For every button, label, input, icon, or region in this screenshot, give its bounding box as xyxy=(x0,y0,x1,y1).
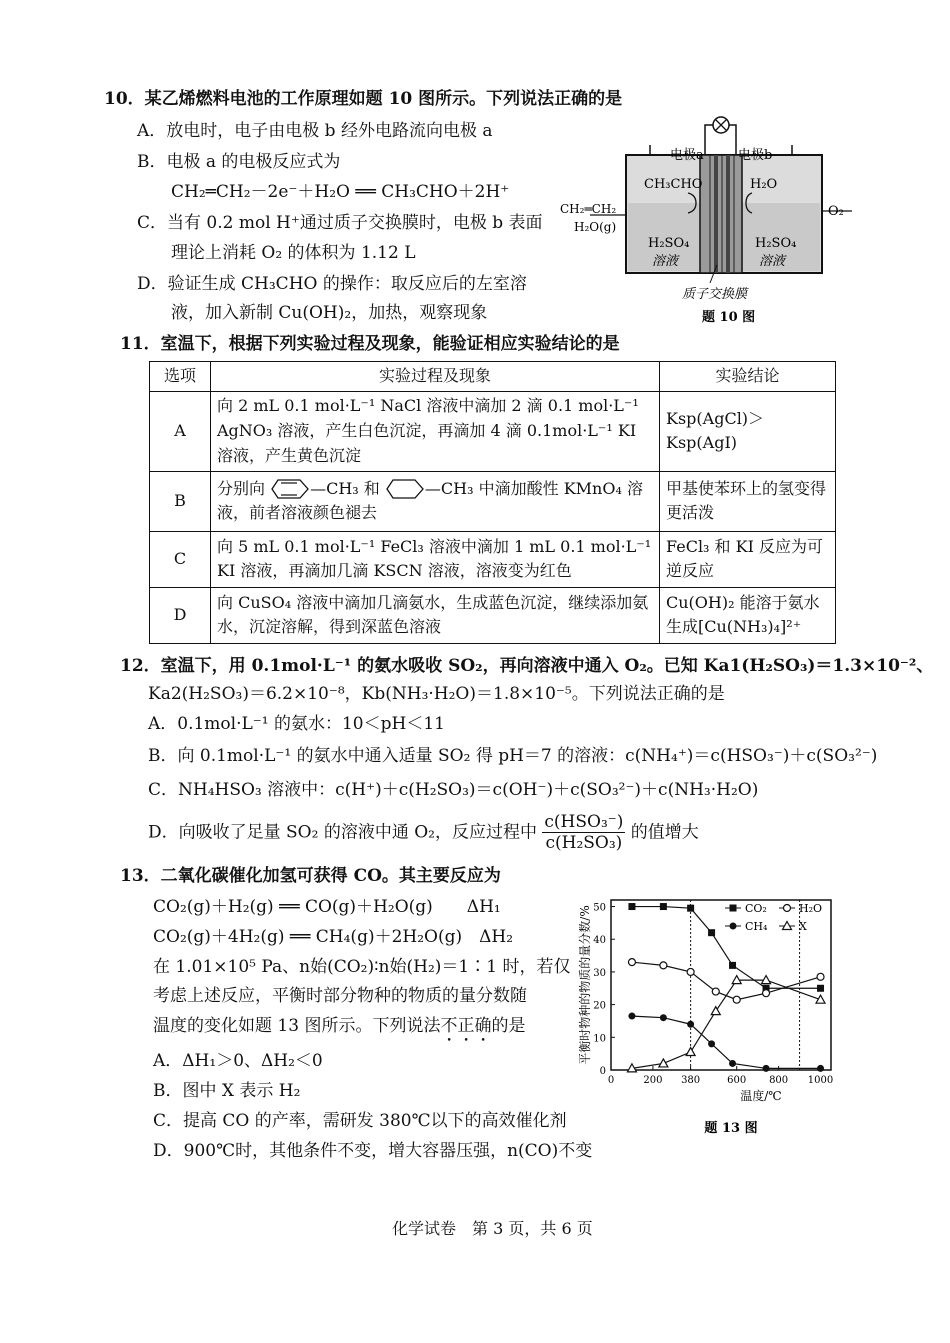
y-tick-label: 10 xyxy=(593,1033,606,1045)
q12-option-b: B．向 0.1mol·L⁻¹ 的氨水中通入适量 SO₂ 得 pH＝7 的溶液：c(NH₄⁺)＝c(HSO₃⁻)＋c(SO₃²⁻) xyxy=(148,746,878,766)
q13-option-a: A．ΔH₁＞0、ΔH₂＜0 xyxy=(153,1051,323,1071)
q12-option-c: C．NH₄HSO₃ 溶液中：c(H⁺)＋c(H₂SO₃)＝c(OH⁻)＋c(SO₃²⁻)＋c(NH₃·H₂O) xyxy=(148,780,759,800)
cyclohexane-ring-icon xyxy=(385,478,425,500)
data-point xyxy=(660,962,667,969)
q10-option-b: B．电极 a 的电极反应式为 xyxy=(137,152,341,172)
q10-option-c: C．当有 0.2 mol H⁺通过质子交换膜时，电极 b 表面 xyxy=(137,213,543,233)
row-a-procedure: 向 2 mL 0.1 mol·L⁻¹ NaCl 溶液中滴加 2 滴 0.1 mol·L⁻¹ AgNO₃ 溶液，产生白色沉淀，再滴加 4 滴 0.1mol·L⁻¹ KI 溶液，产生黄色沉淀 xyxy=(211,391,660,471)
y-tick-label: 20 xyxy=(593,1000,606,1012)
data-point xyxy=(660,1014,667,1021)
fraction-denominator: c(H₂SO₃) xyxy=(545,833,623,854)
x-tick-label: 1000 xyxy=(807,1075,834,1086)
q13-reaction-1: CO₂(g)＋H₂(g) ══ CO(g)＋H₂O(g) ΔH₁ xyxy=(153,897,501,917)
data-point xyxy=(628,903,635,910)
header-conclusion: 实验结论 xyxy=(660,362,836,392)
data-point xyxy=(708,929,715,936)
q12-option-a: A．0.1mol·L⁻¹ 的氨水：10＜pH＜11 xyxy=(148,714,445,734)
row-c-conclusion: FeCl₃ 和 KI 反应为可逆反应 xyxy=(660,531,836,587)
q12-option-d-pre: D．向吸收了足量 SO₂ 的溶液中通 O₂，反应过程中 xyxy=(148,822,537,843)
table-row xyxy=(150,587,836,643)
membrane-label: 质子交换膜 xyxy=(682,287,748,302)
row-b-conclusion: 甲基使苯环上的氢变得更活泼 xyxy=(660,471,836,531)
row-b-proc-pre: 分别向 xyxy=(217,478,266,498)
table-row xyxy=(150,531,836,587)
row-d-option: D xyxy=(150,587,211,643)
q12-option-d xyxy=(148,812,699,854)
header-option: 选项 xyxy=(150,362,211,392)
series-line-2 xyxy=(632,1016,821,1068)
fig13-chart xyxy=(575,882,845,1147)
q10-option-a: A．放电时，电子由电极 b 经外电路流向电极 a xyxy=(137,121,493,141)
q10-option-d: D．验证生成 CH₃CHO 的操作：取反应后的左室溶 xyxy=(137,274,527,294)
q13-question-pre: 温度的变化如题 13 图所示。下列说法 xyxy=(153,1016,441,1036)
q13-reaction-2: CO₂(g)＋4H₂(g) ══ CH₄(g)＋2H₂O(g) ΔH₂ xyxy=(153,927,514,947)
legend-label: X xyxy=(799,920,807,933)
q11-table-header xyxy=(150,362,836,392)
y-tick-label: 50 xyxy=(593,902,606,914)
data-point xyxy=(817,973,824,980)
x-tick-label: 800 xyxy=(769,1075,789,1086)
legend-label: CH₄ xyxy=(745,920,768,933)
q11-stem: 11．室温下，根据下列实验过程及现象，能验证相应实验结论的是 xyxy=(120,334,620,354)
row-d-procedure: 向 CuSO₄ 溶液中滴加几滴氨水，生成蓝色沉淀，继续添加氨水，沉淀溶解，得到深蓝色溶液 xyxy=(211,587,660,643)
x-tick-label: 380 xyxy=(681,1075,701,1086)
row-a-option: A xyxy=(150,391,211,471)
plot-frame xyxy=(611,900,831,1070)
row-b-proc-mid2: —CH₃ 中滴加酸性 KMnO₄ 溶 xyxy=(424,478,643,498)
q12-option-d-post: 的值增大 xyxy=(630,822,699,843)
q12-stem: 12．室温下，用 0.1mol·L⁻¹ 的氨水吸收 SO₂，再向溶液中通入 O₂。已知 Ka1(H₂SO₃)＝1.3×10⁻²、 xyxy=(120,656,934,676)
q13-question-post: 的是 xyxy=(491,1016,526,1036)
data-point xyxy=(817,985,824,992)
q12-stem-cont: Ka2(H₂SO₃)＝6.2×10⁻⁸，Kb(NH₃·H₂O)＝1.8×10⁻⁵。下列说法正确的是 xyxy=(148,684,725,704)
h2so4-left-label: H₂SO₄ xyxy=(648,236,690,251)
data-point xyxy=(763,1065,770,1072)
q10-option-b-equation: CH₂═CH₂－2e⁻＋H₂O ══ CH₃CHO＋2H⁺ xyxy=(171,182,510,202)
data-point xyxy=(708,1040,715,1047)
row-c-procedure: 向 5 mL 0.1 mol·L⁻¹ FeCl₃ 溶液中滴加 1 mL 0.1 mol·L⁻¹ KI 溶液，再滴加几滴 KSCN 溶液，溶液变为红色 xyxy=(211,531,660,587)
page-footer: 化学试卷 第 3 页，共 6 页 xyxy=(392,1219,593,1238)
solution-left-label: 溶液 xyxy=(652,254,679,269)
fig10-cell-diagram xyxy=(560,115,860,325)
y-tick-label: 30 xyxy=(593,967,606,979)
y-tick-label: 40 xyxy=(593,935,606,947)
row-b-option: B xyxy=(150,471,211,531)
legend-marker xyxy=(730,905,737,912)
q10-option-c-cont: 理论上消耗 O₂ 的体积为 1.12 L xyxy=(171,243,416,263)
row-c-option: C xyxy=(150,531,211,587)
series-line-0 xyxy=(632,907,821,989)
legend-marker xyxy=(730,923,737,930)
cyclohexadiene-ring-icon xyxy=(270,478,310,500)
o2-label: O₂ xyxy=(828,204,844,219)
table-row xyxy=(150,471,836,531)
header-procedure: 实验过程及现象 xyxy=(211,362,660,392)
solution-right-label: 溶液 xyxy=(759,254,786,269)
data-point xyxy=(711,1007,720,1015)
data-point xyxy=(687,1021,694,1028)
q13-option-c: C．提高 CO 的产率，需研发 380℃以下的高效催化剂 xyxy=(153,1111,567,1131)
q13-option-d: D．900℃时，其他条件不变，增大容器压强，n(CO)不变 xyxy=(153,1141,593,1161)
ch3cho-label: CH₃CHO xyxy=(644,177,703,192)
data-point xyxy=(729,962,736,969)
row-a-conclusion: Ksp(AgCl)＞Ksp(AgI) xyxy=(660,391,836,471)
legend-marker xyxy=(784,905,791,912)
inlet-ethylene-label: CH₂═CH₂ xyxy=(560,202,617,216)
q13-option-b: B．图中 X 表示 H₂ xyxy=(153,1081,301,1101)
q12-fraction xyxy=(542,812,625,854)
data-point xyxy=(733,996,740,1003)
data-point xyxy=(687,905,694,912)
electrode-b-label: 电极b xyxy=(738,148,773,163)
y-tick-label: 0 xyxy=(599,1066,606,1077)
data-point xyxy=(712,988,719,995)
data-point xyxy=(817,1065,824,1072)
data-point xyxy=(628,1013,635,1020)
x-axis-label: 温度/℃ xyxy=(740,1089,782,1103)
q10-option-d-cont: 液，加入新制 Cu(OH)₂，加热，观察现象 xyxy=(171,303,488,323)
row-b-proc-mid1: —CH₃ 和 xyxy=(310,478,380,498)
data-point xyxy=(687,968,694,975)
table-row xyxy=(150,391,836,471)
y-axis-label: 平衡时物种的物质的量分数/% xyxy=(578,905,592,1065)
row-b-procedure xyxy=(211,471,660,531)
q13-emphasis: 不正确 xyxy=(440,1016,492,1036)
fig10-caption: 题 10 图 xyxy=(702,310,756,325)
h2so4-right-label: H₂SO₄ xyxy=(755,236,797,251)
x-tick-label: 600 xyxy=(727,1075,747,1086)
q11-table xyxy=(149,361,836,644)
q13-stem: 13．二氧化碳催化加氢可获得 CO。其主要反应为 xyxy=(120,866,501,886)
x-tick-label: 200 xyxy=(643,1075,663,1086)
data-point xyxy=(660,903,667,910)
fig13-caption: 题 13 图 xyxy=(704,1121,758,1136)
data-point xyxy=(686,1048,695,1056)
data-point xyxy=(659,1059,668,1067)
q10-stem: 10．某乙烯燃料电池的工作原理如题 10 图所示。下列说法正确的是 xyxy=(104,89,623,109)
q13-description: 考虑上述反应，平衡时部分物种的物质的量分数随 xyxy=(153,986,527,1006)
legend-label: CO₂ xyxy=(745,902,767,915)
series-line-3 xyxy=(632,980,821,1068)
q13-question xyxy=(153,1016,525,1046)
data-point xyxy=(763,990,770,997)
electrode-a-label: 电极a xyxy=(670,148,704,163)
legend-label: H₂O xyxy=(799,902,823,915)
inlet-steam-label: H₂O(g) xyxy=(574,220,617,234)
row-d-conclusion: Cu(OH)₂ 能溶于氨水生成[Cu(NH₃)₄]²⁺ xyxy=(660,587,836,643)
x-tick-label: 0 xyxy=(607,1075,615,1086)
data-point xyxy=(628,959,635,966)
fraction-numerator: c(HSO₃⁻) xyxy=(544,812,624,832)
q13-condition: 在 1.01×10⁵ Pa、n始(CO₂)∶n始(H₂)＝1∶1 时，若仅 xyxy=(153,957,571,977)
data-point xyxy=(729,1060,736,1067)
h2o-label: H₂O xyxy=(750,177,778,192)
row-b-proc-post: 液，前者溶液颜色褪去 xyxy=(217,503,378,523)
